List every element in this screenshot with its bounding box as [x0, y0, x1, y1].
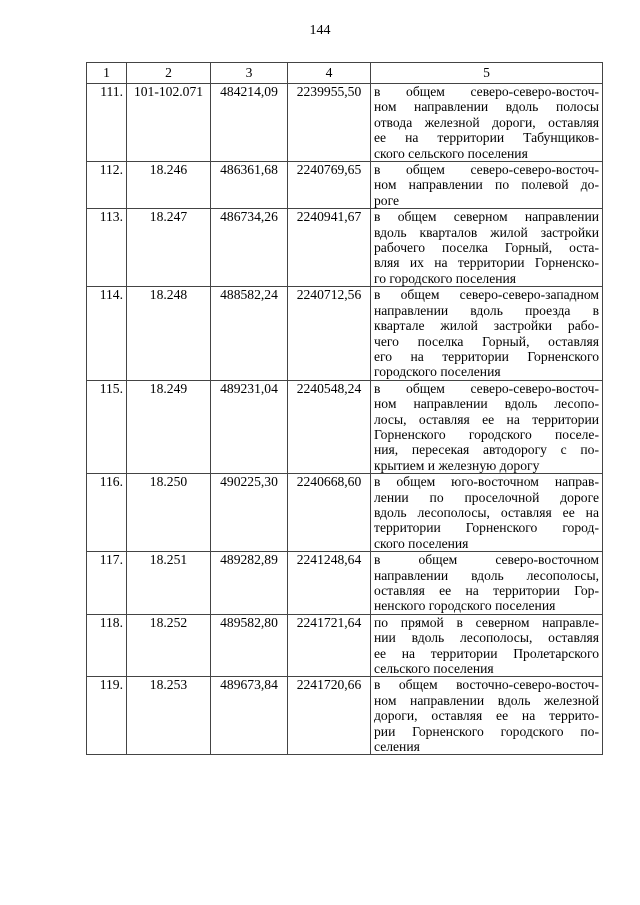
- description-line: ном направлении по полевой до-: [374, 177, 599, 193]
- description-line: рии Горненского городского по-: [374, 723, 599, 739]
- description-line: в общем северо-восточном: [374, 552, 599, 568]
- y-coordinate-cell: 2239955,50: [288, 84, 371, 162]
- row-number-cell: 118.: [87, 614, 127, 677]
- table-row: [87, 677, 603, 755]
- description-line: дороги, оставляя ее на террито-: [374, 708, 599, 724]
- y-coordinate-cell: 2241248,64: [288, 552, 371, 615]
- description-line: чего поселка Горный, оставляя: [374, 333, 599, 349]
- description-line: в общем северо-северо-восточ-: [374, 162, 599, 178]
- row-number-cell: 115.: [87, 380, 127, 473]
- description-line: направлении вдоль проезда в: [374, 302, 599, 318]
- description-line: нии вдоль лесополосы, оставляя: [374, 630, 599, 646]
- description-line: ее на территории Табунщиков-: [374, 130, 599, 146]
- point-id-cell: 18.253: [127, 677, 211, 755]
- point-id-cell: 18.248: [127, 287, 211, 380]
- description-line: направлении вдоль лесополосы,: [374, 567, 599, 583]
- description-line: в общем северном направлении: [374, 209, 599, 225]
- description-line: ния, пересекая автодорогу с по-: [374, 442, 599, 458]
- description-line: роге: [374, 192, 400, 208]
- column-header: 2: [127, 63, 211, 84]
- row-number-cell: 113.: [87, 209, 127, 287]
- x-coordinate-cell: 484214,09: [211, 84, 288, 162]
- row-number-cell: 111.: [87, 84, 127, 162]
- description-line: в общем северо-северо-восточ-: [374, 380, 599, 396]
- column-header: 3: [211, 63, 288, 84]
- x-coordinate-cell: 489673,84: [211, 677, 288, 755]
- y-coordinate-cell: 2240668,60: [288, 474, 371, 552]
- description-cell: [371, 209, 603, 287]
- table-body: [87, 84, 603, 755]
- description-cell: [371, 474, 603, 552]
- row-number-cell: 116.: [87, 474, 127, 552]
- description-line: ее на территории Пролетарского: [374, 645, 599, 661]
- x-coordinate-cell: 489282,89: [211, 552, 288, 615]
- boundary-table: [86, 62, 603, 755]
- description-cell: [371, 287, 603, 380]
- table-header-row: [87, 63, 603, 84]
- description-line: его на территории Горненского: [374, 348, 599, 364]
- description-line: вляя их на территории Горненско-: [374, 255, 599, 271]
- description-cell: [371, 614, 603, 677]
- description-line: Горненского городского поселе-: [374, 426, 599, 442]
- row-number-cell: 117.: [87, 552, 127, 615]
- description-line: в общем северо-северо-восточ-: [374, 84, 599, 99]
- description-line: лении по проселочной дороге: [374, 489, 599, 505]
- description-line: территории Горненского город-: [374, 520, 599, 536]
- column-header: 1: [87, 63, 127, 84]
- column-header: 5: [371, 63, 603, 84]
- description-line: в общем юго-восточном направ-: [374, 474, 599, 490]
- description-line: городского поселения: [374, 364, 501, 380]
- description-line: ном направлении вдоль железной: [374, 692, 599, 708]
- x-coordinate-cell: 489582,80: [211, 614, 288, 677]
- x-coordinate-cell: 489231,04: [211, 380, 288, 473]
- description-line: отвода железной дороги, оставляя: [374, 114, 599, 130]
- description-line: по прямой в северном направле-: [374, 614, 599, 630]
- y-coordinate-cell: 2241721,64: [288, 614, 371, 677]
- point-id-cell: 18.247: [127, 209, 211, 287]
- description-line: вдоль кварталов жилой застройки: [374, 224, 599, 240]
- description-line: селения: [374, 739, 420, 755]
- column-header: 4: [288, 63, 371, 84]
- table-row: [87, 84, 603, 162]
- description-line: оставляя ее на территории Гор-: [374, 583, 599, 598]
- table-row: [87, 614, 603, 677]
- description-line: вдоль лесополосы, оставляя ее на: [374, 504, 599, 520]
- description-line: ского сельского поселения: [374, 145, 528, 161]
- y-coordinate-cell: 2240548,24: [288, 380, 371, 473]
- table-row: [87, 474, 603, 552]
- description-line: рабочего поселка Горный, оста-: [374, 240, 599, 256]
- table-row: [87, 209, 603, 287]
- description-line: ном направлении вдоль лесопо-: [374, 396, 599, 412]
- x-coordinate-cell: 488582,24: [211, 287, 288, 380]
- description-line: в общем северо-северо-западном: [374, 287, 599, 303]
- description-line: в общем восточно-северо-восточ-: [374, 677, 599, 693]
- description-cell: [371, 552, 603, 615]
- description-cell: [371, 162, 603, 209]
- point-id-cell: 101-102.071: [127, 84, 211, 162]
- description-cell: [371, 677, 603, 755]
- page-number: 144: [309, 23, 331, 38]
- y-coordinate-cell: 2241720,66: [288, 677, 371, 755]
- row-number-cell: 119.: [87, 677, 127, 755]
- table-row: [87, 552, 603, 615]
- description-line: сельского поселения: [374, 661, 494, 677]
- description-line: крытием и железную дорогу: [374, 457, 540, 473]
- description-cell: [371, 84, 603, 162]
- description-line: ном направлении вдоль полосы: [374, 99, 599, 115]
- description-cell: [371, 380, 603, 473]
- x-coordinate-cell: 486361,68: [211, 162, 288, 209]
- table-row: [87, 287, 603, 380]
- y-coordinate-cell: 2240712,56: [288, 287, 371, 380]
- row-number-cell: 112.: [87, 162, 127, 209]
- description-line: ского поселения: [374, 535, 469, 551]
- point-id-cell: 18.252: [127, 614, 211, 677]
- y-coordinate-cell: 2240769,65: [288, 162, 371, 209]
- table-row: [87, 380, 603, 473]
- point-id-cell: 18.250: [127, 474, 211, 552]
- table-row: [87, 162, 603, 209]
- x-coordinate-cell: 486734,26: [211, 209, 288, 287]
- point-id-cell: 18.251: [127, 552, 211, 615]
- y-coordinate-cell: 2240941,67: [288, 209, 371, 287]
- description-line: ненского городского поселения: [374, 598, 556, 614]
- description-line: квартале жилой застройки рабо-: [374, 318, 599, 334]
- point-id-cell: 18.249: [127, 380, 211, 473]
- row-number-cell: 114.: [87, 287, 127, 380]
- x-coordinate-cell: 490225,30: [211, 474, 288, 552]
- description-line: го городского поселения: [374, 270, 517, 286]
- description-line: лосы, оставляя ее на территории: [374, 411, 599, 427]
- point-id-cell: 18.246: [127, 162, 211, 209]
